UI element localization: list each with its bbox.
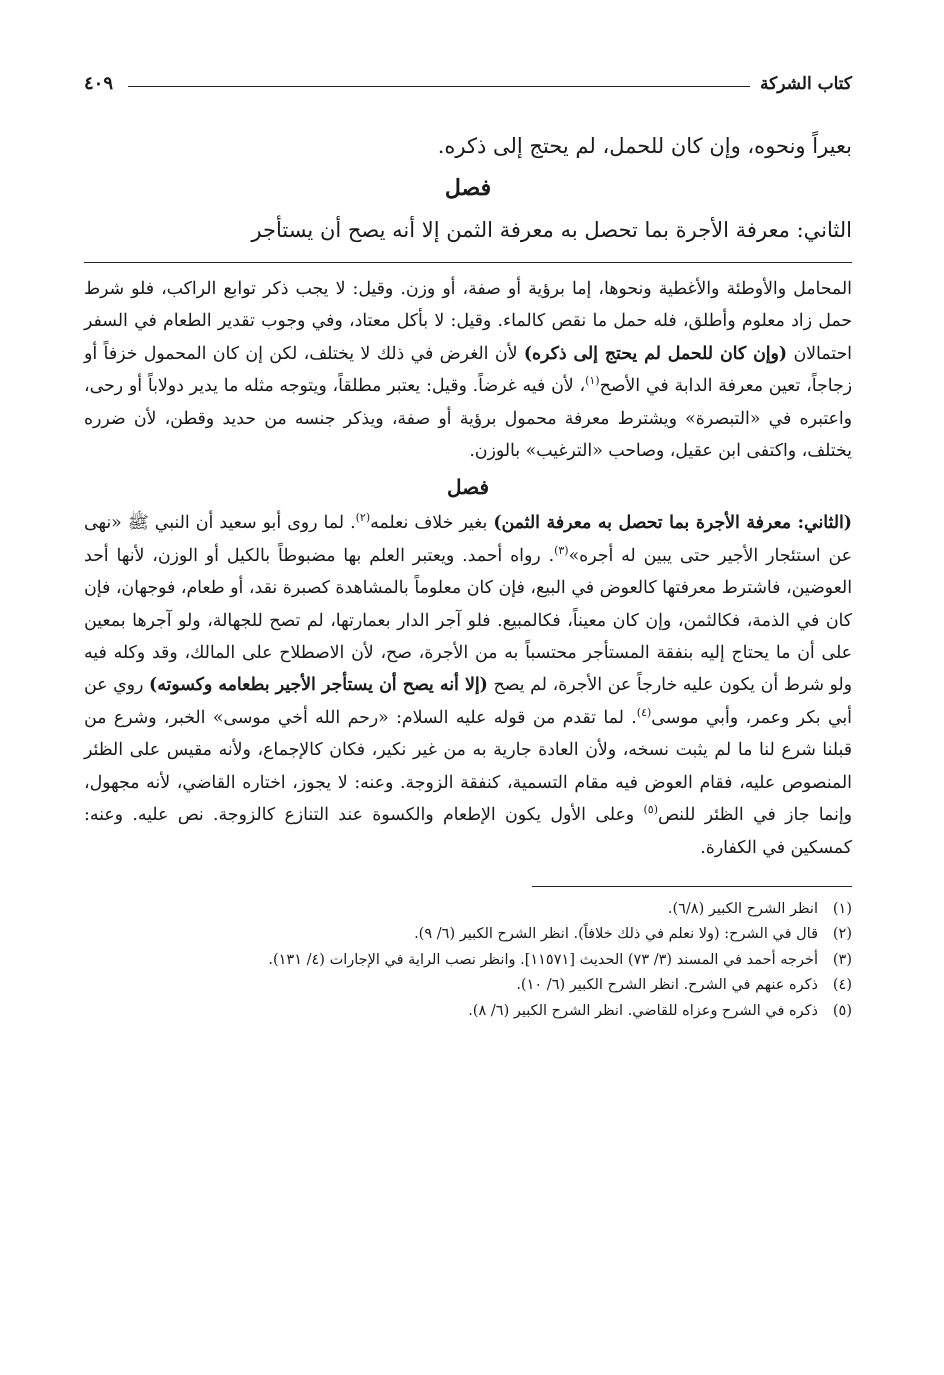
commentary-paragraph — [84, 507, 852, 863]
footnote-rule — [532, 886, 852, 887]
main-text-line: بعيراً ونحوه، وإن كان للحمل، لم يحتج إلى ذكره. — [437, 134, 852, 158]
commentary — [84, 273, 852, 864]
footnote-marker: (٥) — [643, 803, 658, 817]
footnotes — [84, 897, 852, 1025]
footnote-text: ذكره عنهم في الشرح. انظر الشرح الكبير (٦/ ١٠). — [516, 977, 818, 994]
footnote-number: (١) — [832, 900, 852, 917]
commentary-text: . لما روى أبو سعيد أن النبي ﷺ «نهى عن استئجار الأجير حتى يبين له أجره» — [84, 513, 852, 566]
footnote-text: انظر الشرح الكبير (٦/٨). — [667, 900, 818, 917]
footnote-marker: (٢) — [355, 511, 371, 525]
running-header — [84, 58, 852, 94]
commentary-text: . رواه أحمد. ويعتبر العلم بها مضبوطاً بالكيل أو الوزن، لأنها أحد العوضين، فاشترط معرفتها كالعوض في البيع، فإن كان معلوماً بالمشاهدة كصبرة نقد، أو طعام، فوجهان، فإن كان في الذمة، فكالثمن، وإن كان معيناً، فكالمبيع. فلو آجر الدار بعمارتها، لم تصح للجهالة، ولو آجرها بمعين على أن ما يحتاج إليه بنفقة المستأجر محتسباً به من الأجرة، صح، لأن الاصطلاح على المالك، وقد وكله فيه ولو شرط أن يكون عليه خارجاً عن الأجرة، لم يصح — [84, 545, 853, 696]
footnote-marker: (١) — [585, 374, 600, 388]
commentary-text: وعلى الأول يكون الإطعام والكسوة عند التنازع كالزوجة. نص عليه. وعنه: كمسكين في الكفارة. — [84, 805, 852, 858]
footnote — [84, 897, 852, 923]
footnote — [84, 922, 852, 948]
quoted-main-text: (إلا أنه يصح أن يستأجر الأجير بطعامه وكسوته) — [149, 675, 488, 696]
footnote — [84, 973, 852, 999]
main-text-line: الثاني: معرفة الأجرة بما تحصل به معرفة الثمن إلا أنه يصح أن يستأجر — [251, 218, 852, 242]
commentary-text: بغير خلاف نعلمه — [370, 513, 494, 534]
commentary-text: . لما تقدم من قوله عليه السلام: «رحم الله أخي موسى» الخبر، وشرع من قبلنا شرع لنا ما لم يثبت نسخه، ولأن العادة جارية به من غير نكير، فكان كالإجماع، ولأنه مقيس على الظئر المنصوص عليه، فقام العوض فيه مقام التسمية، كنفقة الزوجة. وعنه: لا يجوز، اختاره القاضي، لأنه مجهول، وإنما جاز في الظئر للنص — [84, 707, 852, 826]
footnote-marker: (٣) — [554, 544, 569, 558]
footnote-text: قال في الشرح: (ولا نعلم في ذلك خلافاً). انظر الشرح الكبير (٦/ ٩). — [414, 926, 818, 943]
commentary-text: لأن الغرض في ذلك لا يختلف، لكن إن كان المحمول خزفاً أو زجاجاً، تعين معرفة الدابة في الأصح — [84, 343, 852, 397]
book-page — [84, 58, 852, 1348]
commentary-text: روي عن أبي بكر وعمر، وأبي موسى — [84, 675, 852, 728]
footnote-text: أخرجه أحمد في المسند (٣/ ٧٣) الحديث [١١٥٧١]. وانظر نصب الراية في الإجارات (٤/ ١٣١). — [268, 951, 818, 968]
footnote — [84, 948, 852, 974]
book-title: كتاب الشركة — [750, 74, 852, 94]
footnote-number: (٣) — [832, 951, 852, 968]
header-rule — [128, 86, 760, 87]
footnote-number: (٤) — [832, 977, 852, 994]
footnote-number: (٥) — [832, 1002, 852, 1019]
commentary-text: ، لأن فيه غرضاً. وقيل: يعتبر مطلقاً، ويتوجه مثله ما يدير دولاباً أو رحى، واعتبره في «التبصرة» ويشترط معرفة محمول برؤية أو صفة، ويذكر جنسه من حديد وقطن، لأن ضرره يختلف، واكتفى ابن عقيل، وصاحب «الترغيب» بالوزن. — [84, 376, 852, 462]
footnote-number: (٢) — [832, 926, 852, 943]
commentary-divider — [84, 262, 852, 263]
quoted-main-text: (الثاني: معرفة الأجرة بما تحصل به معرفة الثمن) — [493, 513, 852, 534]
commentary-text: المحامل والأوطئة والأغطية ونحوها، إما برؤية أو صفة، أو وزن. وقيل: لا يجب ذكر توابع الراكب، فلو شرط حمل زاد معلوم وأطلق، فله حمل ما نقص كالماء. وقيل: لا بأكل معتاد، وفي وجوب تقدير الطعام في السفر احتمالان — [84, 279, 852, 364]
commentary-paragraph — [84, 273, 852, 467]
section-heading: فصل — [446, 475, 490, 500]
section-heading: فصل — [444, 175, 492, 201]
page-number: ٤٠٩ — [84, 73, 123, 94]
footnote-text: ذكره في الشرح وعزاه للقاضي. انظر الشرح الكبير (٦/ ٨). — [468, 1002, 818, 1019]
main-text — [84, 124, 852, 252]
footnote — [84, 999, 852, 1025]
footnote-marker: (٤) — [636, 706, 652, 720]
quoted-main-text: (وإن كان للحمل لم يحتج إلى ذكره) — [523, 343, 788, 364]
